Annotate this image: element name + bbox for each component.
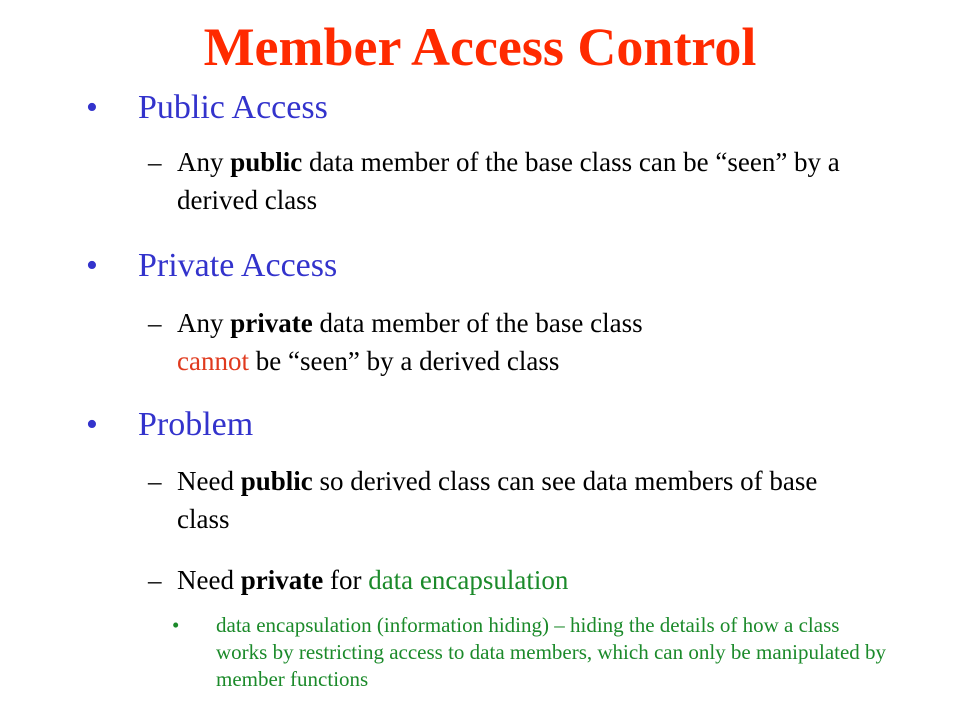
sub-item-private — [148, 304, 860, 380]
sub-item-need-public — [148, 462, 860, 538]
sub-item-text: Need public so derived class can see data members of base class — [177, 466, 818, 534]
heading-public-access: Public Access — [138, 89, 328, 126]
bullet-icon: • — [86, 247, 98, 284]
keyword-public: public — [230, 147, 303, 177]
bullet-icon: • — [86, 406, 98, 443]
bullet-icon: • — [172, 613, 180, 637]
sub-item-text: Any private data member of the base class cannot be “seen” by a derived class — [177, 308, 643, 376]
dash-icon: – — [148, 147, 162, 177]
definition-item — [172, 612, 892, 693]
keyword-private: private — [240, 565, 324, 595]
heading-private-access: Private Access — [138, 247, 338, 284]
heading-problem: Problem — [138, 406, 254, 443]
dash-icon: – — [148, 466, 162, 496]
keyword-data-encapsulation: data encapsulation — [368, 565, 569, 595]
dash-icon: – — [148, 308, 162, 338]
sub-item-need-private — [148, 561, 860, 599]
sub-item-text: Need private for data encapsulation — [177, 565, 569, 595]
sub-item-text: Any public data member of the base class can be “seen” by a derived class — [177, 147, 840, 215]
keyword-cannot: cannot — [177, 346, 249, 376]
slide-title: Member Access Control — [203, 17, 757, 77]
definition-text: data encapsulation (information hiding) – hiding the details of how a class works by restricting access to data members, which can only be manipulated by member functions — [216, 613, 887, 691]
sub-item-public — [148, 143, 860, 219]
keyword-public: public — [240, 466, 313, 496]
dash-icon: – — [148, 565, 162, 595]
keyword-private: private — [230, 308, 313, 338]
bullet-icon: • — [86, 89, 98, 126]
